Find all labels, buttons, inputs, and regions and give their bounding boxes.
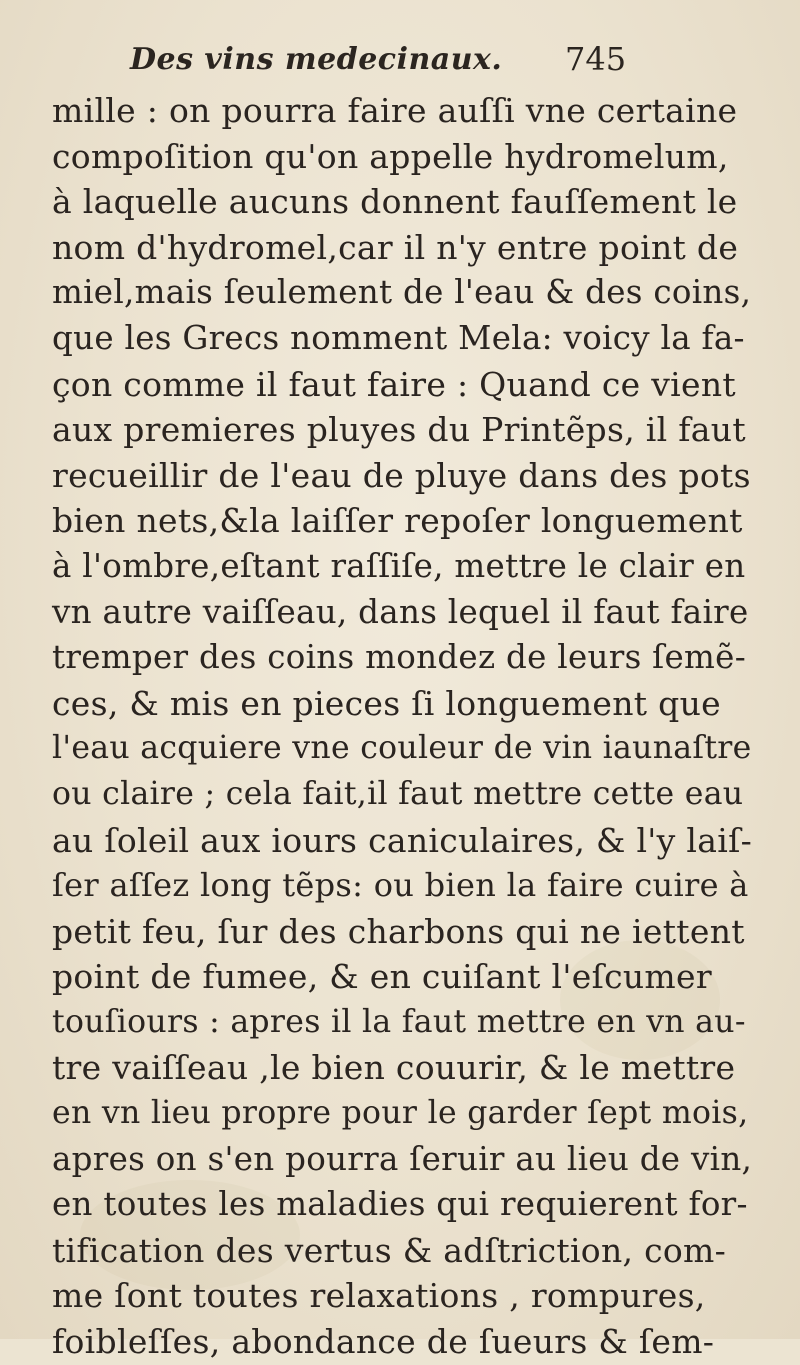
- text-line: en toutes les maladies qui requierent for-: [52, 1185, 748, 1224]
- text-line: me ſont toutes relaxations , rompures,: [52, 1276, 706, 1316]
- text-line: petit feu, ſur des charbons qui ne iettent: [52, 911, 745, 951]
- body-text: [52, 88, 752, 1365]
- text-line: ſer aſſez long tẽps: ou bien la faire cuire à: [52, 866, 749, 905]
- text-line: à laquelle aucuns donnent fauſſement le: [52, 182, 738, 222]
- text-line: recueillir de l'eau de pluye dans des pots: [52, 455, 751, 495]
- text-line: en vn lieu propre pour le garder ſept mois,: [52, 1095, 749, 1132]
- running-title: Des vins medecinaux.: [130, 42, 503, 77]
- text-line: point de fumee, & en cuiſant l'eſcumer: [52, 957, 712, 997]
- text-line: ou claire ; cela fait,il faut mettre cette eau: [52, 775, 744, 812]
- text-line: aux premieres pluyes du Printẽps, il faut: [52, 410, 746, 450]
- text-line: mille : on pourra faire auſſi vne certaine: [52, 91, 738, 130]
- text-line: apres on s'en pourra ſeruir au lieu de vin,: [52, 1139, 753, 1178]
- text-line: tification des vertus & adſtriction, com-: [52, 1230, 727, 1270]
- text-line: que les Grecs nomment Mela: voicy la fa-: [52, 318, 745, 357]
- text-line: bien nets,&la laiſſer repoſer longuement: [52, 501, 743, 541]
- text-line: touſiours : apres il la faut mettre en vn au-: [52, 1003, 746, 1040]
- text-line: tremper des coins mondez de leurs ſemẽ-: [52, 638, 746, 677]
- text-line: vn autre vaiſſeau, dans lequel il faut faire: [52, 592, 749, 631]
- text-line: compoſition qu'on appelle hydromelum,: [52, 136, 729, 176]
- text-line: à l'ombre,eſtant raſſiſe, mettre le clair en: [52, 546, 746, 585]
- text-line: çon comme il faut faire : Quand ce vient: [52, 364, 736, 404]
- text-line: nom d'hydromel,car il n'y entre point de: [52, 227, 739, 267]
- text-line: miel,mais ſeulement de l'eau & des coins,: [52, 273, 752, 312]
- text-line: ces, & mis en pieces ſi longuement que: [52, 683, 721, 723]
- page-number: 745: [565, 40, 627, 78]
- text-line: l'eau acquiere vne couleur de vin iaunaſtre: [52, 730, 752, 767]
- text-line: foibleſſes, abondance de ſueurs & ſem-: [52, 1322, 715, 1362]
- text-line: au ſoleil aux iours caniculaires, & l'y laiſ-: [52, 820, 753, 860]
- text-line: tre vaiſſeau ,le bien couurir, & le mettre: [52, 1048, 736, 1088]
- page-header: [60, 40, 720, 90]
